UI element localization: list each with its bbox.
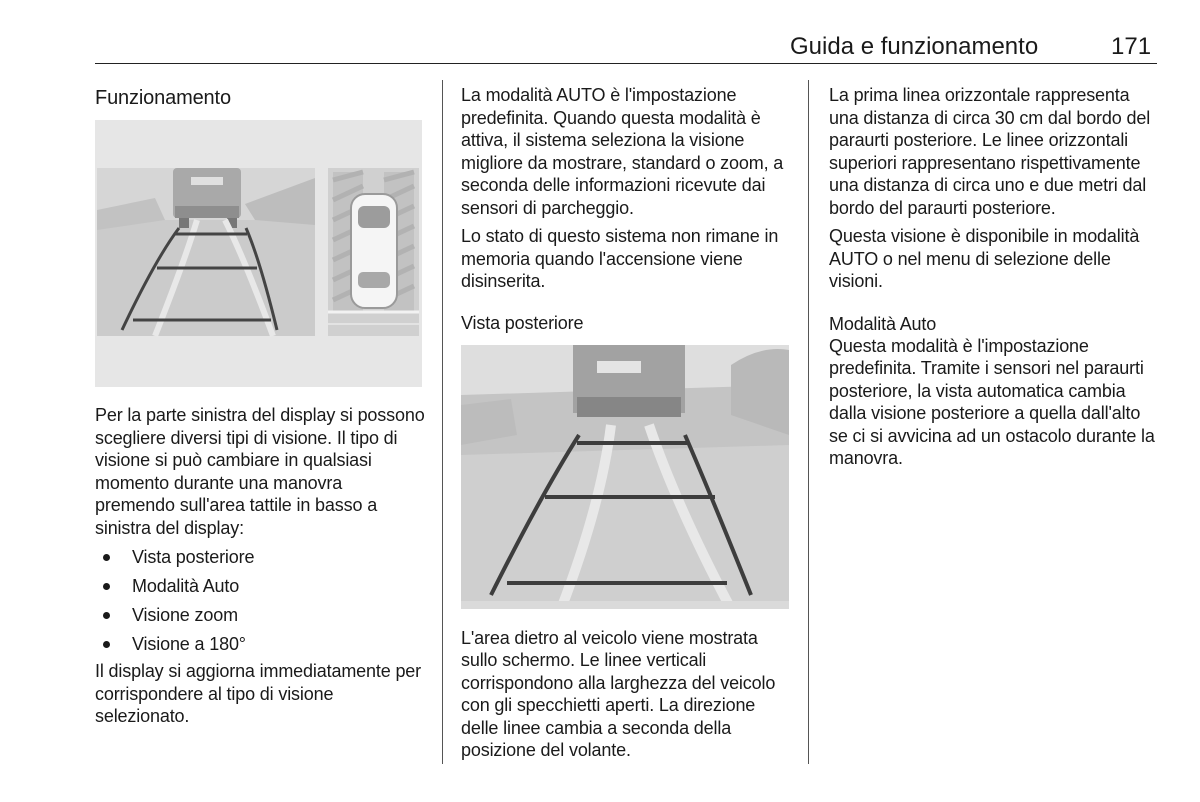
rear-camera-view xyxy=(97,168,315,336)
closing-paragraph: Il display si aggiorna immediatamente per corrispondere al tipo di visione selezionato. xyxy=(95,661,422,726)
column-3 xyxy=(829,84,1159,470)
page-number: 171 xyxy=(1111,33,1152,60)
availability-paragraph: Questa visione è disponibile in modalità AUTO o nel menu di selezione delle visioni. xyxy=(829,226,1140,291)
column-1 xyxy=(95,86,425,728)
list-item: Vista posteriore xyxy=(95,543,425,572)
list-item: Visione a 180° xyxy=(95,630,425,659)
running-header-title: Guida e funzionamento xyxy=(790,33,1039,60)
rear-view-paragraph: L'area dietro al veicolo viene mostrata sullo schermo. Le linee verticali corrispondono alla larghezza del veicolo con gli specchietti aperti. La direzione delle linee cambia a seconda della posizione del volante. xyxy=(461,627,776,760)
section-heading: Funzionamento xyxy=(95,87,231,109)
list-item: Modalità Auto xyxy=(95,572,425,601)
camera-display-figure xyxy=(95,120,422,387)
memory-paragraph: Lo stato di questo sistema non rimane in memoria quando l'accensione viene disinserita. xyxy=(461,226,779,291)
top-camera-view xyxy=(328,168,419,336)
intro-paragraph: Per la parte sinistra del display si possono scegliere diversi tipi di visione. Il tipo di visione si può cambiare in qualsiasi momento durante una manovra premendo sull'area tattile in basso a sinistra del display: xyxy=(95,405,425,538)
list-item: Visione zoom xyxy=(95,601,425,630)
subheading-vista-posteriore: Vista posteriore xyxy=(461,312,584,333)
rear-view-figure xyxy=(461,345,789,609)
column-2 xyxy=(461,84,791,762)
subheading-modalita-auto: Modalità Auto xyxy=(829,313,937,334)
column-divider-2 xyxy=(808,80,809,764)
header-rule xyxy=(95,63,1157,64)
auto-mode-paragraph: La modalità AUTO è l'impostazione predefinita. Quando questa modalità è attiva, il sistema seleziona la visione migliore da mostrare, standard o zoom, a seconda delle informazioni ricevute dai sensori di parcheggio. xyxy=(461,85,784,218)
auto-mode-description: Questa modalità è l'impostazione predefinita. Tramite i sensori nel paraurti posteriore, la vista automatica cambia dalla visione posteriore a quella dall'alto se ci si avvicina ad un ostacolo durante la manovra. xyxy=(829,335,1155,468)
column-divider-1 xyxy=(442,80,443,764)
horizontal-lines-paragraph: La prima linea orizzontale rappresenta una distanza di circa 30 cm dal bordo del paraurti posteriore. Le linee orizzontali superiori rappresentano rispettivamente una distanza di circa uno e due metri dal bordo del paraurti posteriore. xyxy=(829,85,1151,218)
view-options-list xyxy=(95,543,425,659)
